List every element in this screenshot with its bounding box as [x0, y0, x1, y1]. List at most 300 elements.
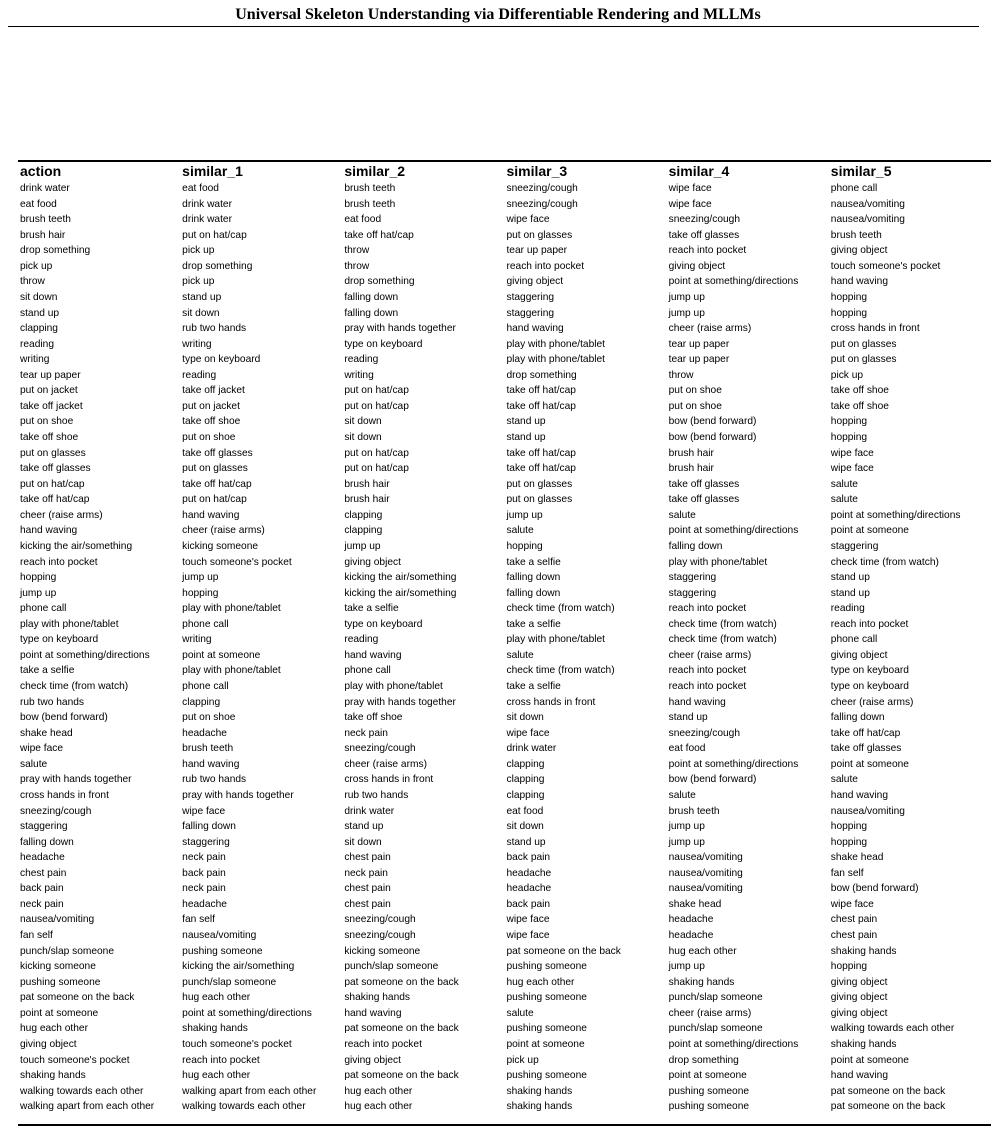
table-cell: drink water [182, 198, 232, 210]
table-cell: hug each other [344, 1085, 413, 1097]
table-cell: giving object [344, 556, 401, 568]
table-cell: headache [182, 898, 227, 910]
table-cell: fan self [182, 914, 216, 926]
table-cell: kicking the air/something [344, 587, 457, 599]
table-body [18, 181, 991, 1115]
table-cell: back pain [182, 867, 226, 879]
table-cell: rub two hands [182, 323, 247, 335]
table-cell: kicking someone [20, 961, 96, 973]
table-cell: take off jacket [20, 400, 83, 412]
table-cell: hand waving [182, 758, 240, 770]
table-cell: phone call [830, 634, 878, 646]
table-cell: put on glasses [182, 463, 248, 475]
table-cell: hand waving [830, 789, 888, 801]
table-cell: giving object [830, 649, 888, 661]
table-row [18, 679, 991, 695]
table-row [18, 228, 991, 244]
table-cell: play with phone/tablet [668, 556, 768, 568]
table-row [18, 819, 991, 835]
table-cell: giving object [20, 1038, 77, 1050]
table-cell: take a selfie [20, 665, 75, 677]
table-cell: sneezing/cough [506, 183, 578, 194]
table-cell: shaking hands [830, 945, 897, 957]
table-cell: sit down [344, 432, 382, 443]
table-cell: tear up paper [506, 245, 568, 257]
table-header-row [18, 162, 991, 181]
table-row [18, 523, 991, 539]
table-cell: sneezing/cough [344, 743, 416, 755]
table-row [18, 1068, 991, 1084]
table-cell: kicking someone [182, 540, 259, 552]
table-cell: shaking hands [830, 1038, 897, 1050]
table-cell: jump up [668, 961, 705, 973]
table-row [18, 710, 991, 726]
table-cell: phone call [344, 665, 391, 677]
table-cell: reach into pocket [344, 1038, 422, 1050]
table-cell: take off shoe [344, 712, 403, 724]
table-cell: walking towards each other [830, 1023, 955, 1035]
table-cell: pat someone on the back [830, 1101, 946, 1113]
table-cell: stand up [506, 432, 546, 443]
table-cell: put on shoe [668, 385, 722, 397]
column-header: similar_1 [182, 163, 243, 179]
table-cell: brush teeth [668, 805, 720, 817]
table-cell: fan self [830, 867, 864, 879]
table-cell: punch/slap someone [344, 961, 439, 973]
table-cell: sit down [506, 712, 544, 724]
table-cell: pick up [20, 260, 53, 272]
table-cell: type on keyboard [830, 665, 909, 677]
table-cell: drop something [20, 245, 91, 257]
table-cell: eat food [506, 805, 544, 817]
table-cell: brush hair [344, 494, 390, 506]
table-row [18, 290, 991, 306]
table-cell: staggering [506, 291, 555, 303]
table-cell: pick up [830, 369, 864, 381]
table-cell: fan self [20, 930, 53, 941]
table-cell: reach into pocket [20, 556, 98, 568]
table-cell: take off glasses [668, 229, 740, 241]
table-cell: put on hat/cap [182, 494, 247, 506]
table-cell: falling down [182, 821, 236, 833]
table-cell: brush hair [344, 478, 390, 490]
table-row [18, 446, 991, 462]
table-cell: rub two hands [20, 696, 84, 708]
table-cell: take off shoe [830, 400, 889, 412]
table-cell: point at someone [830, 525, 909, 537]
table-cell: take a selfie [344, 603, 399, 615]
table-cell: neck pain [344, 727, 388, 739]
table-cell: pushing someone [668, 1101, 750, 1113]
table-row [18, 881, 991, 897]
table-cell: hopping [830, 836, 868, 848]
table-row [18, 772, 991, 788]
table-cell: take off hat/cap [182, 478, 252, 490]
table-cell: pick up [182, 245, 215, 257]
table-cell: headache [506, 883, 552, 895]
column-header: similar_2 [344, 163, 406, 179]
table-cell: take a selfie [506, 556, 561, 568]
table-cell: nausea/vomiting [830, 214, 905, 226]
table-cell: back pain [506, 898, 551, 910]
table-cell: brush teeth [20, 214, 71, 226]
table-cell: stand up [182, 291, 222, 303]
table-cell: pick up [506, 1054, 539, 1066]
table-cell: salute [830, 478, 858, 490]
table-cell: pray with hands together [20, 774, 132, 786]
table-cell: chest pain [20, 867, 67, 879]
table-cell: hopping [506, 540, 543, 552]
table-cell: cheer (raise arms) [20, 509, 103, 521]
table-cell: put on hat/cap [182, 229, 247, 241]
table-cell: hopping [182, 587, 219, 599]
table-cell: point at something/directions [182, 1007, 312, 1019]
table-cell: bow (bend forward) [830, 883, 919, 895]
table-cell: salute [506, 649, 534, 661]
table-cell: nausea/vomiting [830, 198, 905, 210]
table-cell: put on hat/cap [20, 478, 85, 490]
table-bottom-rule [18, 1124, 991, 1126]
table-cell: take a selfie [506, 681, 561, 692]
table-row [18, 352, 991, 368]
table-cell: staggering [668, 587, 717, 599]
table-cell: falling down [830, 712, 885, 724]
table-cell: point at something/directions [668, 276, 799, 288]
table-cell: take off hat/cap [20, 494, 90, 506]
table-cell: shake head [20, 727, 73, 739]
table-row [18, 959, 991, 975]
table-cell: check time (from watch) [668, 618, 777, 630]
table-cell: hug each other [668, 945, 737, 957]
table-cell: back pain [20, 883, 64, 895]
table-cell: sit down [344, 836, 382, 848]
table-cell: staggering [830, 540, 879, 552]
table-cell: reach into pocket [182, 1054, 260, 1066]
table-cell: salute [830, 494, 858, 506]
table-row [18, 477, 991, 493]
table-cell: pushing someone [506, 961, 587, 973]
table-cell: clapping [182, 696, 221, 708]
table-cell: punch/slap someone [20, 945, 115, 957]
table-cell: giving object [506, 276, 564, 288]
table-cell: put on glasses [830, 354, 897, 366]
table-cell: take a selfie [506, 618, 561, 630]
table-cell: throw [20, 276, 45, 288]
table-cell: reach into pocket [668, 245, 747, 257]
table-cell: put on glasses [20, 447, 86, 459]
table-row [18, 259, 991, 275]
table-cell: sneezing/cough [20, 805, 92, 817]
table-cell: sneezing/cough [668, 727, 740, 739]
table-cell: nausea/vomiting [668, 867, 743, 879]
table-cell: kicking someone [344, 945, 421, 957]
table-cell: hand waving [830, 1070, 888, 1082]
table-cell: type on keyboard [182, 354, 261, 366]
table-cell: cross hands in front [506, 696, 596, 708]
table-cell: hug each other [506, 976, 575, 988]
table-cell: play with phone/tablet [506, 634, 606, 646]
table-row [18, 321, 991, 337]
table-cell: shaking hands [506, 1085, 573, 1097]
table-cell: jump up [668, 291, 705, 303]
table-cell: take off glasses [182, 447, 253, 459]
table-cell: salute [506, 1007, 534, 1019]
table-cell: put on shoe [182, 712, 236, 724]
table-cell: chest pain [344, 898, 391, 910]
table-cell: reading [830, 603, 865, 615]
table-cell: shaking hands [506, 1101, 573, 1113]
table-cell: headache [668, 930, 714, 941]
table-cell: wipe face [830, 898, 874, 910]
table-cell: drink water [182, 214, 232, 226]
table-cell: wipe face [20, 743, 64, 755]
table-cell: sit down [506, 821, 544, 833]
table-cell: clapping [506, 758, 545, 770]
table-cell: walking apart from each other [182, 1085, 317, 1097]
table-cell: clapping [506, 789, 545, 801]
table-cell: jump up [344, 540, 381, 552]
table-cell: kicking the air/something [344, 572, 457, 584]
table-cell: clapping [344, 525, 383, 537]
table-cell: check time (from watch) [506, 603, 615, 615]
table-cell: check time (from watch) [830, 556, 939, 568]
table-cell: wipe face [506, 727, 550, 739]
table-cell: point at someone [668, 1070, 747, 1082]
table-cell: put on shoe [668, 400, 722, 412]
table-row [18, 368, 991, 384]
table-cell: reach into pocket [506, 260, 585, 272]
table-cell: cheer (raise arms) [830, 696, 914, 708]
table-cell: pick up [182, 276, 215, 288]
table-cell: check time (from watch) [20, 681, 129, 692]
table-cell: point at something/directions [668, 525, 799, 537]
table-cell: falling down [506, 587, 561, 599]
table-cell: type on keyboard [344, 338, 423, 350]
table-cell: type on keyboard [830, 681, 909, 692]
table-cell: staggering [668, 572, 717, 584]
table-cell: take off glasses [830, 743, 902, 755]
table-row [18, 990, 991, 1006]
table-cell: headache [506, 867, 552, 879]
table-cell: sneezing/cough [506, 198, 578, 210]
table-cell: wipe face [830, 463, 874, 475]
table-row [18, 414, 991, 430]
table-cell: play with phone/tablet [182, 603, 281, 615]
similarity-table-wrapper [18, 162, 991, 1124]
table-cell: take off shoe [182, 416, 241, 428]
table-cell: point at something/directions [668, 758, 799, 770]
table-cell: staggering [182, 836, 230, 848]
table-cell: play with phone/tablet [506, 354, 606, 366]
table-cell: jump up [668, 307, 705, 319]
table-cell: reading [344, 634, 379, 646]
table-cell: stand up [20, 307, 60, 319]
table-cell: writing [20, 354, 50, 366]
table-cell: drink water [344, 805, 395, 817]
table-cell: put on glasses [506, 494, 573, 506]
table-cell: hug each other [182, 992, 251, 1004]
table-row [18, 1037, 991, 1053]
table-cell: pushing someone [20, 976, 101, 988]
table-cell: cheer (raise arms) [668, 323, 752, 335]
table-cell: jump up [668, 821, 705, 833]
table-cell: hand waving [344, 1007, 402, 1019]
table-cell: reach into pocket [668, 603, 747, 615]
table-cell: chest pain [830, 930, 878, 941]
table-cell: point at something/directions [20, 649, 150, 661]
table-cell: cross hands in front [830, 323, 920, 335]
table-cell: take off hat/cap [830, 727, 901, 739]
table-cell: bow (bend forward) [668, 416, 757, 428]
table-cell: touch someone's pocket [182, 556, 292, 568]
table-row [18, 617, 991, 633]
table-cell: falling down [344, 291, 399, 303]
table-cell: staggering [506, 307, 555, 319]
table-cell: punch/slap someone [668, 992, 763, 1004]
table-cell: sit down [20, 291, 58, 303]
table-cell: salute [830, 774, 858, 786]
table-cell: tear up paper [668, 354, 730, 366]
table-cell: take off hat/cap [506, 447, 576, 459]
table-cell: giving object [668, 260, 726, 272]
table-row [18, 835, 991, 851]
table-cell: jump up [182, 572, 219, 584]
table-cell: hopping [20, 572, 57, 584]
table-cell: play with phone/tablet [344, 681, 443, 692]
table-row [18, 788, 991, 804]
table-cell: take off hat/cap [506, 463, 576, 475]
table-cell: falling down [20, 836, 74, 848]
table-cell: put on glasses [506, 229, 573, 241]
table-cell: brush hair [668, 463, 714, 475]
table-cell: nausea/vomiting [20, 914, 95, 926]
table-row [18, 212, 991, 228]
table-cell: pat someone on the back [20, 992, 135, 1004]
table-row [18, 1099, 991, 1115]
table-cell: touch someone's pocket [182, 1038, 292, 1050]
table-cell: stand up [668, 712, 708, 724]
table-cell: point at something/directions [830, 509, 961, 521]
table-cell: cross hands in front [20, 789, 109, 801]
table-cell: writing [182, 634, 212, 646]
table-cell: cheer (raise arms) [344, 758, 427, 770]
table-cell: neck pain [182, 883, 226, 895]
table-cell: drop something [668, 1054, 739, 1066]
table-cell: headache [20, 852, 65, 864]
table-cell: touch someone's pocket [20, 1054, 130, 1066]
table-cell: shake head [830, 852, 884, 864]
table-row [18, 430, 991, 446]
table-cell: pat someone on the back [344, 976, 459, 988]
table-cell: drink water [506, 743, 557, 755]
table-cell: sneezing/cough [344, 930, 416, 941]
action-similarity-table [18, 162, 991, 1115]
table-cell: rub two hands [344, 789, 409, 801]
table-cell: pushing someone [506, 992, 587, 1004]
table-cell: put on shoe [20, 416, 74, 428]
table-cell: reach into pocket [668, 665, 747, 677]
table-cell: clapping [344, 509, 383, 521]
table-row [18, 1006, 991, 1022]
table-cell: throw [668, 369, 694, 381]
table-cell: wipe face [182, 805, 226, 817]
table-cell: eat food [182, 183, 219, 194]
column-header: similar_5 [830, 163, 892, 179]
table-cell: sneezing/cough [668, 214, 740, 226]
table-row [18, 663, 991, 679]
table-cell: pat someone on the back [830, 1085, 946, 1097]
table-cell: put on jacket [20, 385, 78, 397]
table-cell: walking apart from each other [20, 1101, 155, 1113]
table-row [18, 912, 991, 928]
table-cell: brush teeth [344, 198, 396, 210]
table-cell: tear up paper [668, 338, 730, 350]
table-cell: chest pain [344, 883, 391, 895]
table-cell: throw [344, 260, 370, 272]
table-row [18, 539, 991, 555]
table-cell: wipe face [668, 183, 712, 194]
table-cell: put on glasses [830, 338, 897, 350]
table-cell: take off glasses [668, 478, 740, 490]
table-cell: drop something [506, 369, 577, 381]
table-cell: take off jacket [182, 385, 245, 397]
table-cell: point at someone [182, 649, 261, 661]
table-cell: type on keyboard [344, 618, 423, 630]
table-cell: neck pain [344, 867, 388, 879]
table-cell: rub two hands [182, 774, 247, 786]
table-cell: tear up paper [20, 369, 81, 381]
table-cell: cheer (raise arms) [668, 649, 752, 661]
table-row [18, 197, 991, 213]
table-row [18, 850, 991, 866]
table-cell: put on jacket [182, 400, 240, 412]
table-cell: walking towards each other [182, 1101, 306, 1113]
table-cell: cheer (raise arms) [668, 1007, 752, 1019]
table-cell: kicking the air/something [20, 540, 133, 552]
table-cell: pushing someone [182, 945, 263, 957]
table-row [18, 181, 991, 197]
table-cell: bow (bend forward) [668, 774, 757, 786]
table-cell: phone call [182, 681, 229, 692]
table-cell: cross hands in front [344, 774, 434, 786]
table-cell: pray with hands together [344, 696, 456, 708]
table-cell: falling down [506, 572, 561, 584]
table-row [18, 975, 991, 991]
table-cell: bow (bend forward) [668, 432, 757, 443]
table-cell: take off glasses [20, 463, 91, 475]
table-row [18, 1053, 991, 1069]
table-row [18, 695, 991, 711]
table-cell: drop something [182, 260, 253, 272]
table-cell: reading [20, 338, 54, 350]
table-row [18, 570, 991, 586]
table-cell: play with phone/tablet [20, 618, 119, 630]
table-cell: jump up [20, 587, 57, 599]
table-row [18, 461, 991, 477]
table-row [18, 928, 991, 944]
table-cell: shaking hands [182, 1023, 248, 1035]
table-cell: hug each other [20, 1023, 88, 1035]
table-row [18, 944, 991, 960]
table-cell: salute [668, 789, 696, 801]
running-head: Universal Skeleton Understanding via Differentiable Rendering and MLLMs [235, 6, 761, 23]
table-cell: falling down [668, 540, 723, 552]
table-cell: reach into pocket [668, 681, 747, 692]
column-header: similar_4 [668, 163, 730, 179]
table-cell: reading [344, 354, 379, 366]
table-cell: stand up [830, 587, 870, 599]
table-cell: point at someone [830, 758, 909, 770]
